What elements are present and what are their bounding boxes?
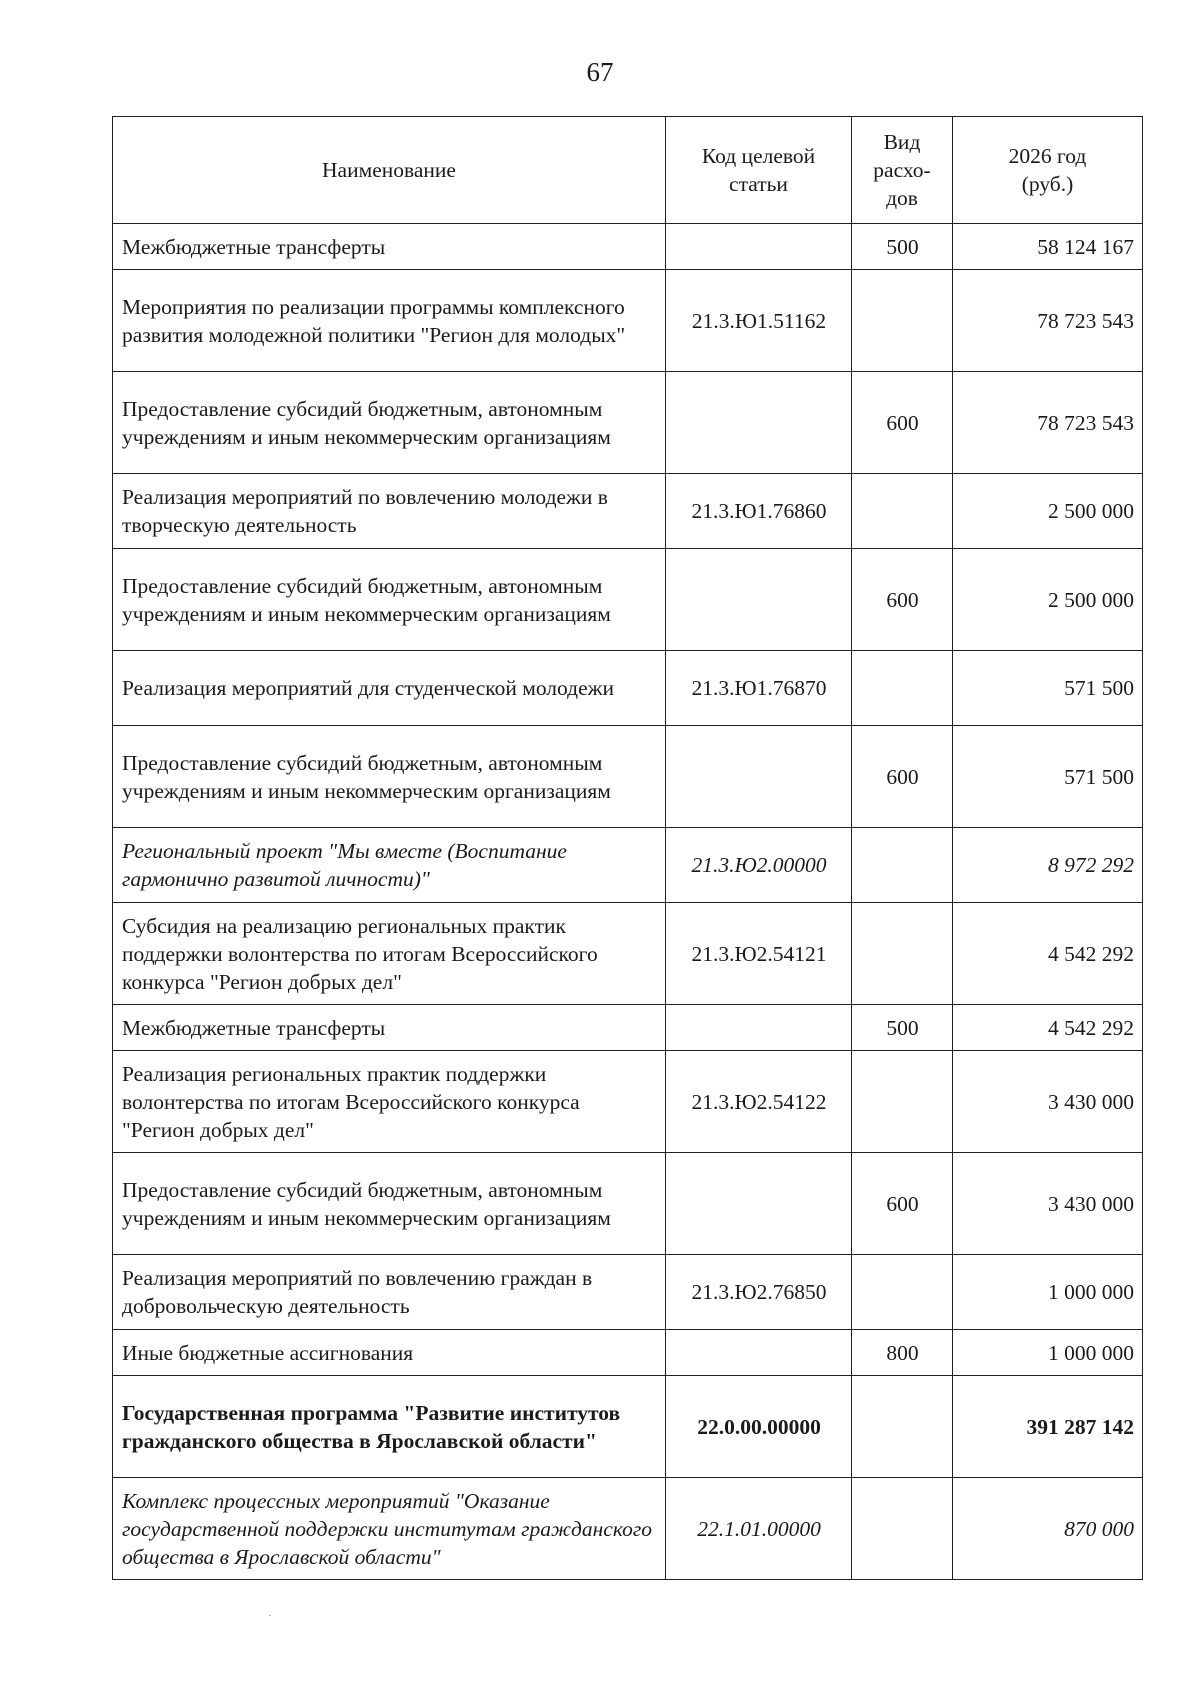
row-code: 22.1.01.00000 (666, 1478, 852, 1580)
table-row (113, 1330, 1143, 1376)
row-code (666, 372, 852, 474)
table-row (113, 474, 1143, 549)
row-code (666, 224, 852, 270)
row-name: Межбюджетные трансферты (113, 224, 666, 270)
row-amount: 1 000 000 (953, 1255, 1143, 1330)
row-name: Межбюджетные трансферты (113, 1005, 666, 1051)
row-expense-type: 800 (852, 1330, 953, 1376)
table-body (113, 224, 1143, 1580)
table-row (113, 1376, 1143, 1478)
row-amount: 78 723 543 (953, 270, 1143, 372)
table-row (113, 224, 1143, 270)
row-amount: 58 124 167 (953, 224, 1143, 270)
row-name: Реализация мероприятий по вовлечению молодежи в творческую деятельность (113, 474, 666, 549)
table-row (113, 651, 1143, 726)
table-row (113, 1051, 1143, 1153)
row-amount: 3 430 000 (953, 1153, 1143, 1255)
row-name: Предоставление субсидий бюджетным, автономным учреждениям и иным некоммерческим организациям (113, 372, 666, 474)
table-row (113, 1255, 1143, 1330)
row-code: 21.3.Ю1.51162 (666, 270, 852, 372)
row-amount: 571 500 (953, 726, 1143, 828)
row-amount: 1 000 000 (953, 1330, 1143, 1376)
row-code: 21.3.Ю2.54121 (666, 903, 852, 1005)
row-code: 21.3.Ю1.76870 (666, 651, 852, 726)
row-amount: 3 430 000 (953, 1051, 1143, 1153)
page-number: 67 (586, 57, 614, 87)
row-code: 21.3.Ю2.54122 (666, 1051, 852, 1153)
header-type: Вид расхо-дов (852, 117, 953, 224)
row-expense-type (852, 1478, 953, 1580)
row-name: Реализация мероприятий по вовлечению граждан в добровольческую деятельность (113, 1255, 666, 1330)
row-name: Реализация региональных практик поддержки волонтерства по итогам Всероссийского конкурса "Регион добрых дел" (113, 1051, 666, 1153)
row-code (666, 1005, 852, 1051)
row-expense-type (852, 270, 953, 372)
row-name: Региональный проект "Мы вместе (Воспитание гармонично развитой личности)" (113, 828, 666, 903)
row-code: 21.3.Ю2.00000 (666, 828, 852, 903)
scan-specks: · (268, 1608, 272, 1622)
table-row (113, 726, 1143, 828)
row-amount: 391 287 142 (953, 1376, 1143, 1478)
row-expense-type: 600 (852, 726, 953, 828)
row-code (666, 549, 852, 651)
row-amount: 8 972 292 (953, 828, 1143, 903)
header-name: Наименование (113, 117, 666, 224)
row-code (666, 1153, 852, 1255)
header-amount: 2026 год (руб.) (953, 117, 1143, 224)
table-row (113, 1153, 1143, 1255)
row-amount: 4 542 292 (953, 903, 1143, 1005)
table-row (113, 828, 1143, 903)
row-expense-type: 500 (852, 224, 953, 270)
row-expense-type: 600 (852, 1153, 953, 1255)
budget-table (112, 116, 1143, 1580)
row-name: Реализация мероприятий для студенческой молодежи (113, 651, 666, 726)
row-name: Субсидия на реализацию региональных практик поддержки волонтерства по итогам Всероссийского конкурса "Регион добрых дел" (113, 903, 666, 1005)
table-row (113, 1478, 1143, 1580)
row-amount: 2 500 000 (953, 474, 1143, 549)
table-row (113, 270, 1143, 372)
row-expense-type: 500 (852, 1005, 953, 1051)
row-name: Предоставление субсидий бюджетным, автономным учреждениям и иным некоммерческим организациям (113, 1153, 666, 1255)
row-name: Иные бюджетные ассигнования (113, 1330, 666, 1376)
row-name: Мероприятия по реализации программы комплексного развития молодежной политики "Регион для молодых" (113, 270, 666, 372)
row-amount: 571 500 (953, 651, 1143, 726)
row-code: 21.3.Ю1.76860 (666, 474, 852, 549)
table-row (113, 1005, 1143, 1051)
row-name: Комплекс процессных мероприятий "Оказание государственной поддержки институтам гражданского общества в Ярославской области" (113, 1478, 666, 1580)
row-amount: 4 542 292 (953, 1005, 1143, 1051)
row-code (666, 726, 852, 828)
table-header-row (113, 117, 1143, 224)
row-amount: 2 500 000 (953, 549, 1143, 651)
table-row (113, 903, 1143, 1005)
row-expense-type (852, 651, 953, 726)
header-code: Код целевой статьи (666, 117, 852, 224)
row-code: 21.3.Ю2.76850 (666, 1255, 852, 1330)
row-code: 22.0.00.00000 (666, 1376, 852, 1478)
row-expense-type (852, 1051, 953, 1153)
row-code (666, 1330, 852, 1376)
row-expense-type: 600 (852, 549, 953, 651)
row-expense-type (852, 1376, 953, 1478)
row-name: Предоставление субсидий бюджетным, автономным учреждениям и иным некоммерческим организациям (113, 549, 666, 651)
row-expense-type (852, 1255, 953, 1330)
row-expense-type (852, 828, 953, 903)
row-name: Предоставление субсидий бюджетным, автономным учреждениям и иным некоммерческим организациям (113, 726, 666, 828)
row-expense-type (852, 474, 953, 549)
row-expense-type (852, 903, 953, 1005)
table-row (113, 549, 1143, 651)
row-amount: 870 000 (953, 1478, 1143, 1580)
row-name: Государственная программа "Развитие институтов гражданского общества в Ярославской области" (113, 1376, 666, 1478)
row-amount: 78 723 543 (953, 372, 1143, 474)
table-row (113, 372, 1143, 474)
row-expense-type: 600 (852, 372, 953, 474)
